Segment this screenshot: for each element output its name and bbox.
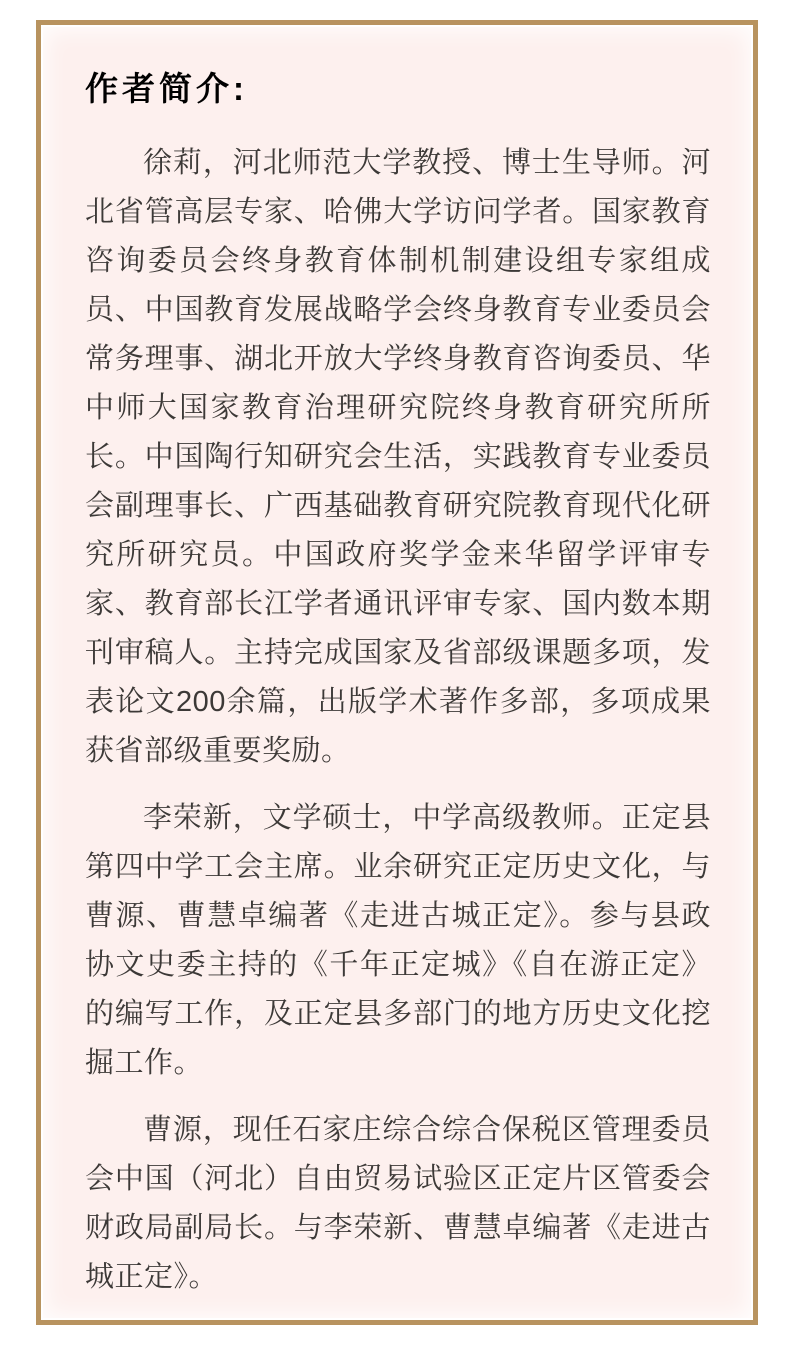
- page-title: 作者简介:: [85, 70, 248, 107]
- bio-paragraph-xu-li: 徐莉，河北师范大学教授、博士生导师。河北省管高层专家、哈佛大学访问学者。国家教育咨询委员会终身教育体制机制建设组专家组成员、中国教育发展战略学会终身教育专业委员会常务理事、湖北开放大学终身教育咨询委员、华中师大国家教育治理研究院终身教育研究所所长。中国陶行知研究会生活，实践教育专业委员会副理事长、广西基础教育研究院教育现代化研究所研究员。中国政府奖学金来华留学评审专家、教育部长江学者通讯评审专家、国内数本期刊审稿人。主持完成国家及省部级课题多项，发表论文200余篇，出版学术著作多部，多项成果获省部级重要奖励。: [85, 147, 711, 767]
- bio-paragraph-cao-yuan: 曹源，现任石家庄综合综合保税区管理委员会中国（河北）自由贸易试验区正定片区管委会财政局副局长。与李荣新、曹慧卓编著《走进古城正定》。: [85, 1114, 711, 1293]
- card-content: [41, 25, 753, 1302]
- bio-paragraph-li-rongxin: 李荣新，文学硕士，中学高级教师。正定县第四中学工会主席。业余研究正定历史文化，与曹源、曹慧卓编著《走进古城正定》。参与县政协文史委主持的《千年正定城》《自在游正定》的编写工作，及正定县多部门的地方历史文化挖掘工作。: [85, 802, 711, 1079]
- author-bio-card: [36, 20, 758, 1325]
